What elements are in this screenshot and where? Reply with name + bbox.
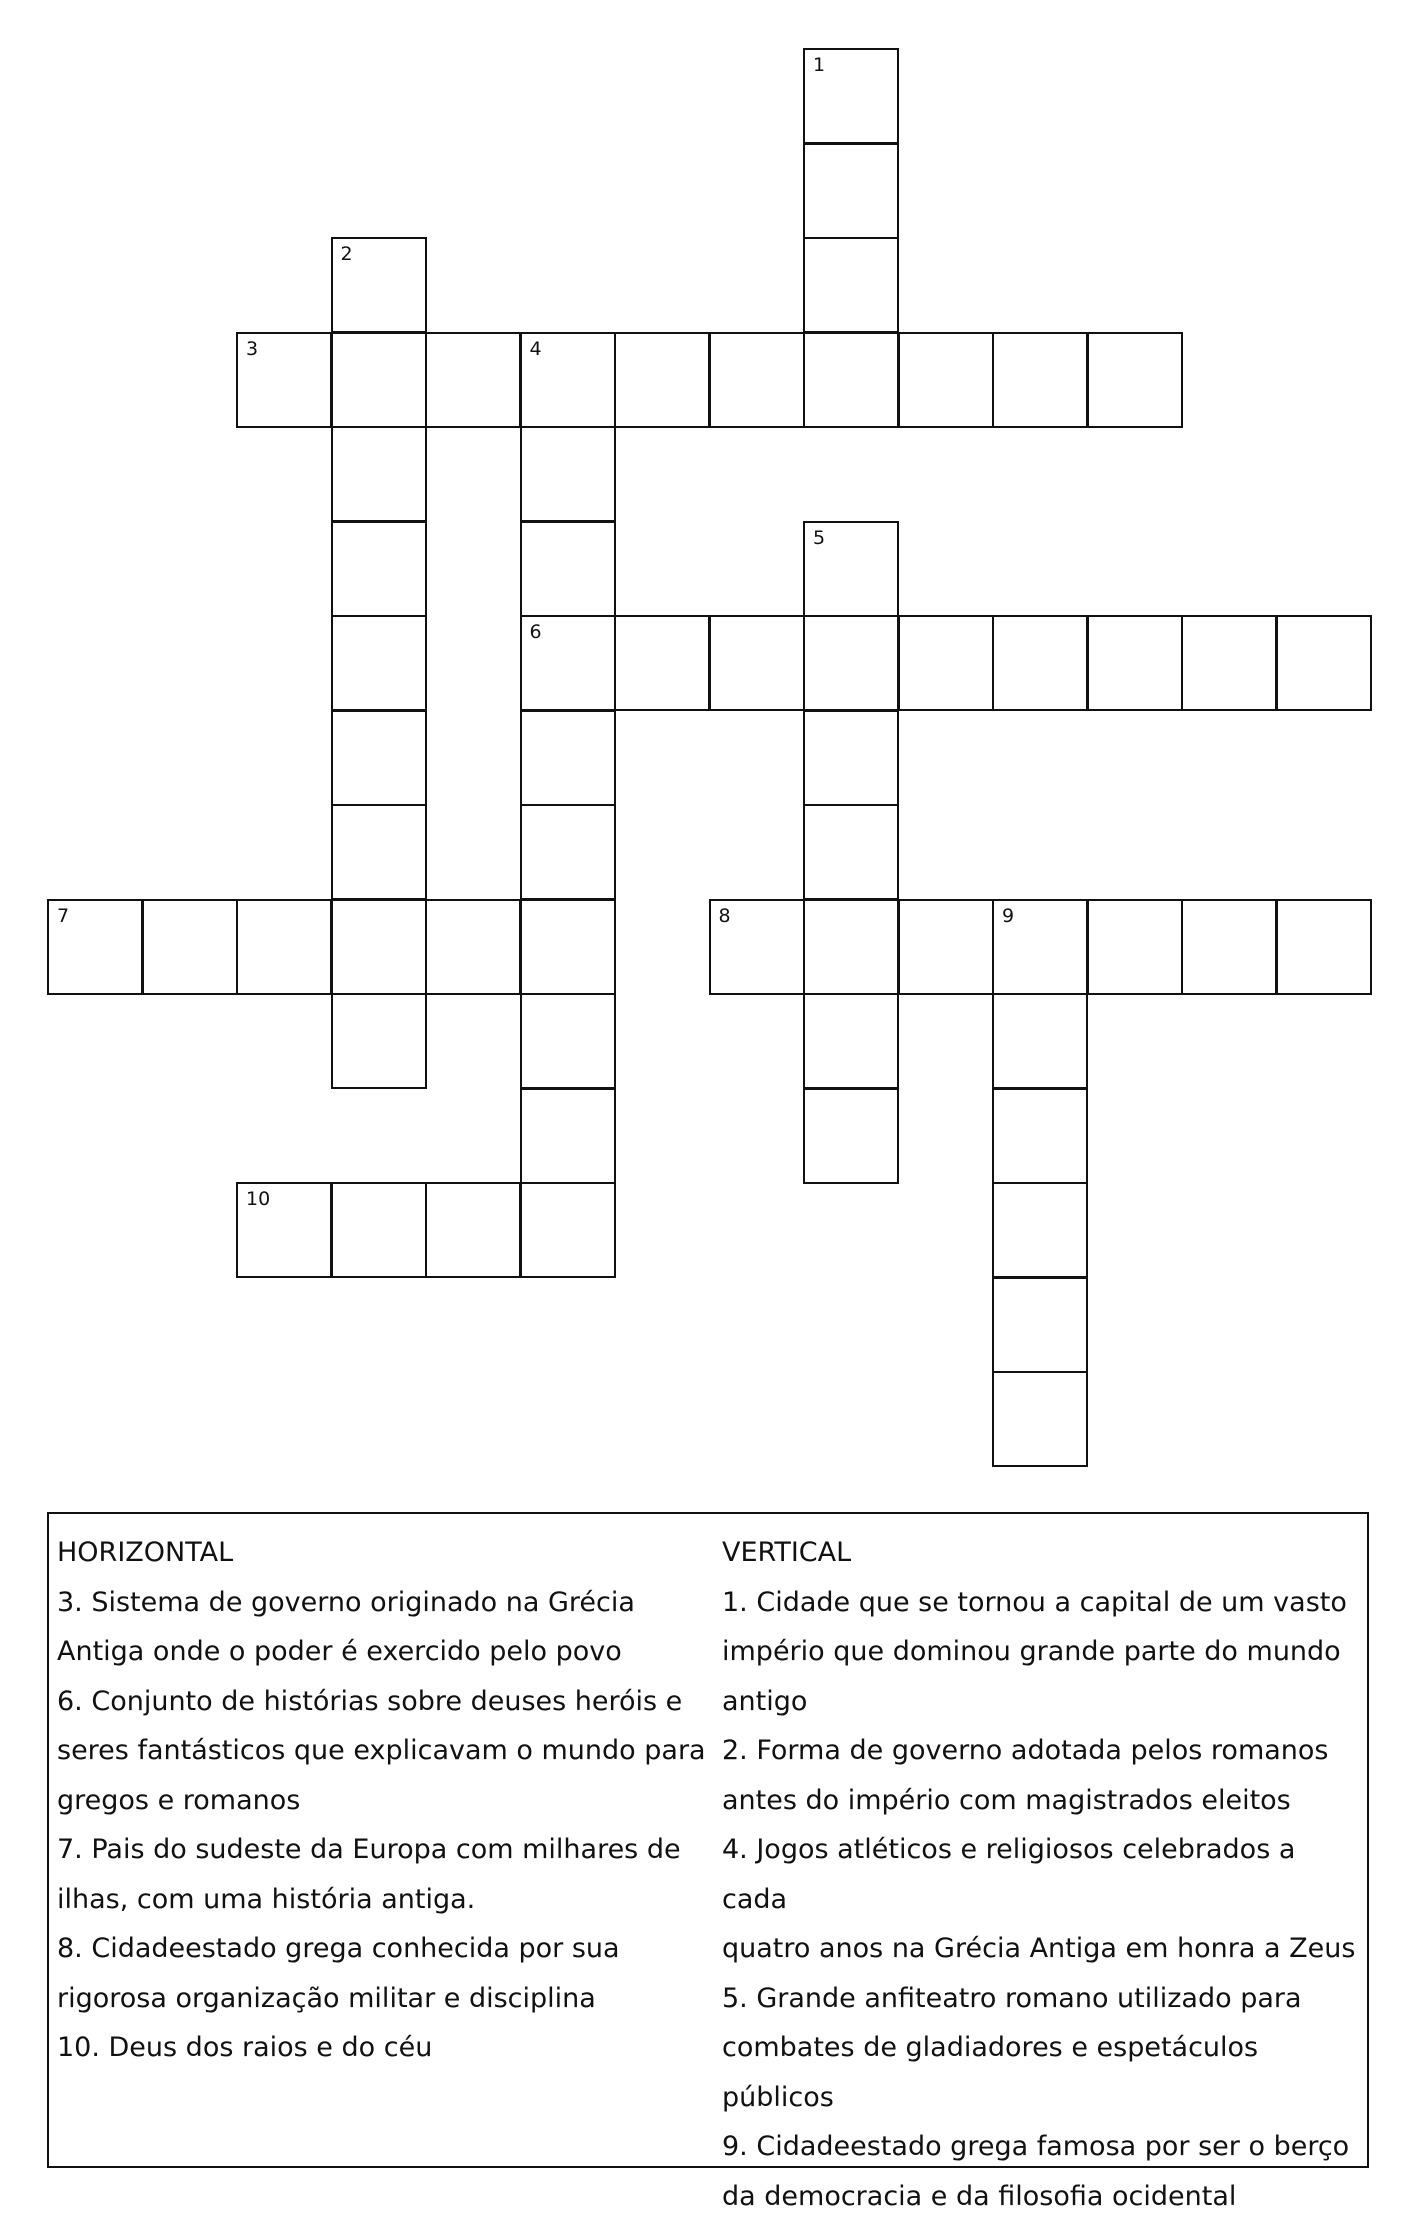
crossword-cell[interactable] [331,1182,427,1278]
vertical-clue-line: quatro anos na Grécia Antiga em honra a Zeus [722,1924,1362,1974]
crossword-cell[interactable] [709,332,805,428]
crossword-cell[interactable] [425,332,521,428]
vertical-clue-line: império que dominou grande parte do mundo [722,1627,1362,1677]
clue-number: 1 [813,56,825,75]
crossword-cell[interactable] [992,615,1088,711]
crossword-cell[interactable] [803,332,899,428]
crossword-cell[interactable] [1087,899,1183,995]
crossword-cell[interactable] [520,615,616,711]
crossword-cell[interactable] [1087,615,1183,711]
crossword-cell[interactable] [992,1182,1088,1278]
vertical-clues [722,1528,1362,2221]
vertical-heading: VERTICAL [722,1528,1362,1578]
crossword-cell[interactable] [331,993,427,1089]
horizontal-clue-line: ilhas, com uma história antiga. [57,1875,717,1925]
crossword-cell[interactable] [142,899,238,995]
horizontal-clue-line: rigorosa organização militar e disciplina [57,1974,717,2024]
crossword-cell[interactable] [520,804,616,900]
crossword-cell[interactable] [803,615,899,711]
crossword-cell[interactable] [709,615,805,711]
crossword-cell[interactable] [331,521,427,617]
horizontal-clue-line: 10. Deus dos raios e do céu [57,2023,717,2073]
vertical-clue-line: 5. Grande anfiteatro romano utilizado para [722,1974,1362,2024]
crossword-cell[interactable] [803,899,899,995]
crossword-cell[interactable] [520,1088,616,1184]
vertical-clue-line: 2. Forma de governo adotada pelos romanos [722,1726,1362,1776]
clue-number: 10 [246,1190,270,1209]
crossword-cell[interactable] [425,899,521,995]
crossword-cell[interactable] [898,899,994,995]
crossword-cell[interactable] [47,899,143,995]
crossword-cell[interactable] [520,332,616,428]
crossword-cell[interactable] [992,899,1088,995]
vertical-clue-line: 9. Cidadeestado grega famosa por ser o berço [722,2122,1362,2172]
horizontal-clues [57,1528,717,2073]
horizontal-clue-line: 6. Conjunto de histórias sobre deuses heróis e [57,1677,717,1727]
crossword-cell[interactable] [236,899,332,995]
crossword-cell[interactable] [331,332,427,428]
vertical-clue-line: antigo [722,1677,1362,1727]
horizontal-clue-line: 3. Sistema de governo originado na Grécia [57,1578,717,1628]
crossword-cell[interactable] [614,615,710,711]
crossword-cell[interactable] [992,1088,1088,1184]
crossword-cell[interactable] [898,615,994,711]
crossword-cell[interactable] [803,521,899,617]
horizontal-clue-line: Antiga onde o poder é exercido pelo povo [57,1627,717,1677]
crossword-cell[interactable] [992,1371,1088,1467]
crossword-cell[interactable] [331,804,427,900]
horizontal-heading: HORIZONTAL [57,1528,717,1578]
crossword-cell[interactable] [898,332,994,428]
crossword-cell[interactable] [614,332,710,428]
crossword-cell[interactable] [520,1182,616,1278]
crossword-cell[interactable] [1087,332,1183,428]
crossword-cell[interactable] [236,332,332,428]
crossword-cell[interactable] [520,426,616,522]
horizontal-clue-line: 7. Pais do sudeste da Europa com milhares de [57,1825,717,1875]
vertical-clue-line: combates de gladiadores e espetáculos públicos [722,2023,1362,2122]
crossword-cell[interactable] [520,521,616,617]
crossword-cell[interactable] [236,1182,332,1278]
crossword-cell[interactable] [992,1277,1088,1373]
crossword-cell[interactable] [803,993,899,1089]
clue-number: 6 [530,623,542,642]
crossword-cell[interactable] [803,237,899,333]
crossword-cell[interactable] [331,237,427,333]
vertical-clue-line: 4. Jogos atléticos e religiosos celebrados a cada [722,1825,1362,1924]
crossword-cell[interactable] [520,993,616,1089]
crossword-cell[interactable] [709,899,805,995]
clue-number: 8 [719,907,731,926]
crossword-cell[interactable] [803,710,899,806]
horizontal-clue-line: 8. Cidadeestado grega conhecida por sua [57,1924,717,1974]
crossword-cell[interactable] [1276,899,1372,995]
vertical-clue-line: antes do império com magistrados eleitos [722,1776,1362,1826]
crossword-cell[interactable] [803,804,899,900]
crossword-cell[interactable] [992,332,1088,428]
clue-number: 9 [1002,907,1014,926]
clue-number: 4 [530,340,542,359]
crossword-cell[interactable] [1181,615,1277,711]
crossword-cell[interactable] [331,899,427,995]
crossword-cell[interactable] [992,993,1088,1089]
crossword-cell[interactable] [803,1088,899,1184]
horizontal-clue-line: gregos e romanos [57,1776,717,1826]
crossword-cell[interactable] [520,710,616,806]
clue-number: 7 [57,907,69,926]
crossword-cell[interactable] [803,48,899,144]
vertical-clue-line: da democracia e da filosofia ocidental [722,2172,1362,2221]
crossword-cell[interactable] [1276,615,1372,711]
crossword-cell[interactable] [331,426,427,522]
clue-number: 3 [246,340,258,359]
clue-box [47,1512,1369,2168]
crossword-cell[interactable] [331,615,427,711]
clue-number: 2 [341,245,353,264]
horizontal-clue-line: seres fantásticos que explicavam o mundo para [57,1726,717,1776]
crossword-cell[interactable] [520,899,616,995]
crossword-cell[interactable] [425,1182,521,1278]
crossword-cell[interactable] [803,143,899,239]
crossword-cell[interactable] [1181,899,1277,995]
vertical-clue-line: 1. Cidade que se tornou a capital de um vasto [722,1578,1362,1628]
clue-number: 5 [813,529,825,548]
crossword-cell[interactable] [331,710,427,806]
